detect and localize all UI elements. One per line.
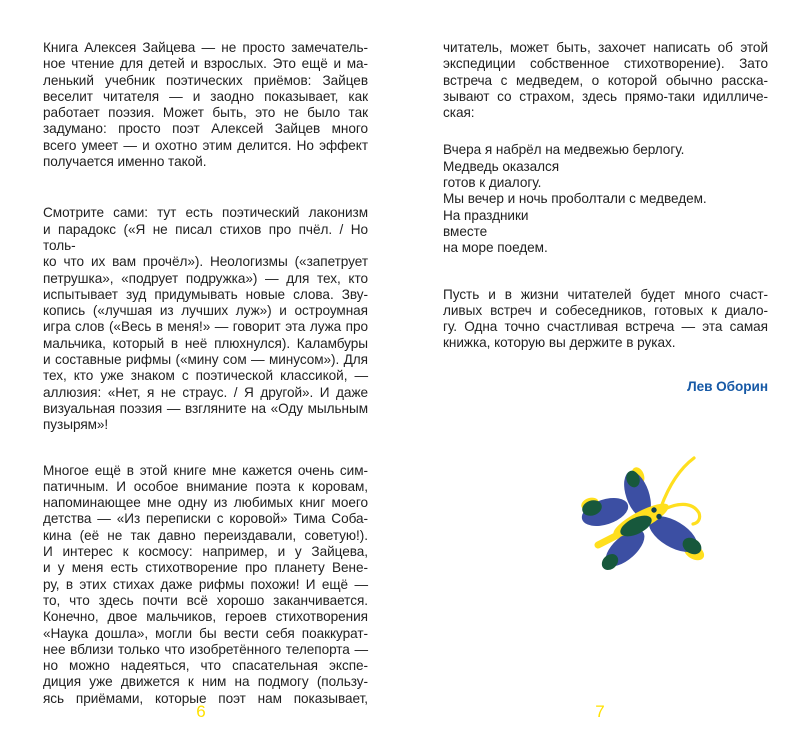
left-paragraph-1: Книга Алексея Зайцева — не просто замечатель- ное чтение для детей и взрослых. Это ещё и ма- ленький учебник поэтических приёмов: Зайцев веселит читателя — и заодно показывает, как работает поэзия. Может быть, это не было так задумано: просто поэт Алексей Зайцев много всего умеет — и охотно этим делится. Но эффект получается именно такой.	[43, 40, 368, 170]
left-paragraph-2: Смотрите сами: тут есть поэтический лаконизм и парадокс («Я не писал стихов про пчёл. / Но толь- ко что их вам прочёл»). Неологизмы («запетрует петрушка», «подрует подружка») — для тех, кто испытывает зуд придумывать новые слова. Зву- копись («лучшая из лучших луж») и остроумная игра слов («Весь в меня!» — говорит эта лужа про мальчика, который в неё плюхнулся). Каламбуры и составные рифмы («мину сом — минусом»). Для тех, кто уже знаком с поэтической классикой, — аллюзия: «Нет, я не страус. / Я другой». И даже визуальная поэзия — взгляните на «Оду мыльным пузырям»!	[43, 205, 368, 433]
right-page-text-column	[443, 40, 768, 395]
page-number-left: 6	[196, 702, 206, 721]
left-page-text-column	[43, 40, 368, 707]
butterfly-illustration	[570, 446, 720, 576]
page-number-right: 7	[595, 702, 605, 721]
right-intro-paragraph: читатель, может быть, захочет написать об этой экспедиции собственное стихотворение). Зато встреча с медведем, о которой обычно расска- зывают со страхом, здесь прямо-таки идилличе- ская:	[443, 40, 768, 121]
left-paragraph-3: Многое ещё в этой книге мне кажется очень сим- патичным. И особое внимание поэта к коровам, напоминающее мне одну из любимых книг моего детства — «Из переписки с коровой» Тима Соба- кина (её не так давно переиздавали, советую!). И интерес к космосу: например, и у Зайцева, и у меня есть стихотворение про планету Вене- ру, в этих стихах даже рифмы похожи! И ещё — то, что здесь почти всё хорошо заканчивается. Конечно, двое мальчиков, героев стихотворения «Наука дошла», могли бы вести себя поаккурат- нее вблизи только что изобретённого телепорта — но можно надеяться, что спасательная экспе- диция уже движется к ним на подмогу (пользу- ясь приёмами, которые поэт нам показывает,	[43, 462, 368, 706]
poem-quote: Вчера я набрёл на медвежью берлогу. Медведь оказался готов к диалогу. Мы вечер и ночь проболтали с медведем. На праздники вместе на море поедем.	[443, 142, 707, 256]
right-closing-paragraph: Пусть и в жизни читателей будет много счаст- ливых встреч и собеседников, готовых к диало- гу. Одна точно счастливая встреча — эта самая книжка, которую вы держите в руках.	[443, 286, 768, 351]
author-signature: Лев Оборин	[687, 378, 768, 394]
